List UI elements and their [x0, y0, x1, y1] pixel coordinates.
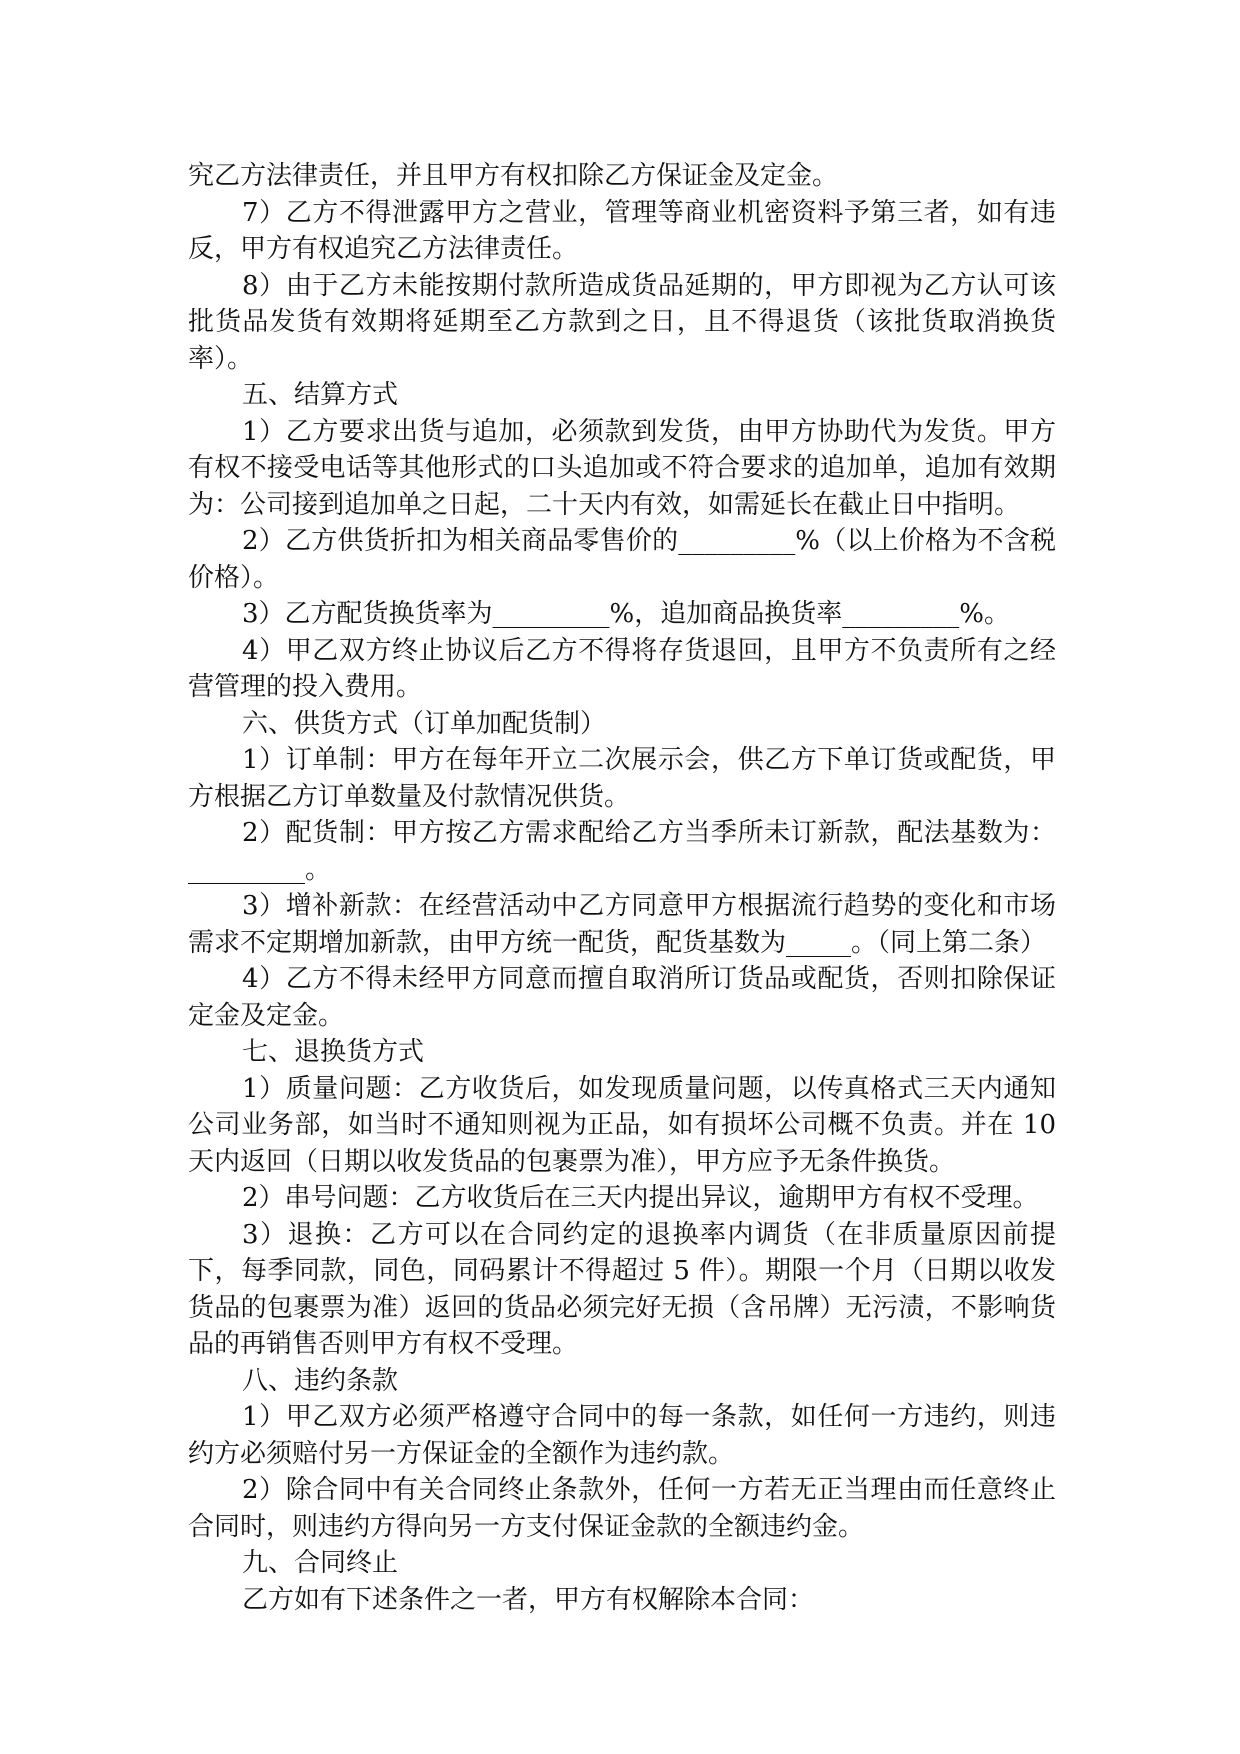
paragraph: 乙方如有下述条件之一者，甲方有权解除本合同： [242, 1584, 815, 1615]
document-page [188, 158, 1056, 1618]
paragraph: 8）由于乙方未能按期付款所造成货品延期的，甲方即视为乙方认可该批货品发货有效期将延期至乙方款到之日，且不得退货（该批货取消换货率）。 [188, 270, 1056, 374]
paragraph: 7）乙方不得泄露甲方之营业，管理等商业机密资料予第三者，如有违反，甲方有权追究乙方法律责任。 [188, 197, 1056, 264]
paragraph: 2）乙方供货折扣为相关商品零售价的_________%（以上价格为不含税价格）。 [188, 526, 1056, 593]
paragraph: 3）增补新款：在经营活动中乙方同意甲方根据流行趋势的变化和市场需求不定期增加新款，由甲方统一配货，配货基数为_____。（同上第二条） [188, 891, 1056, 958]
paragraph: 2）串号问题：乙方收货后在三天内提出异议，逾期甲方有权不受理。 [242, 1183, 1039, 1213]
section-heading: 五、结算方式 [242, 380, 399, 410]
paragraph: 1）甲乙双方必须严格遵守合同中的每一条款，如任何一方违约，则违约方必须赔付另一方保证金的全额作为违约款。 [188, 1402, 1056, 1469]
paragraph: 3）乙方配货换货率为_________%，追加商品换货率_________%。 [242, 599, 1010, 629]
paragraph: 究乙方法律责任，并且甲方有权扣除乙方保证金及定金。 [188, 161, 839, 191]
paragraph: 2）配货制：甲方按乙方需求配给乙方当季所未订新款，配法基数为：_________。 [188, 818, 1056, 885]
section-heading: 八、违约条款 [242, 1365, 399, 1396]
paragraph: 4）甲乙双方终止协议后乙方不得将存货退回，且甲方不负责所有之经营管理的投入费用。 [188, 635, 1056, 702]
paragraph: 1）质量问题：乙方收货后，如发现质量问题，以传真格式三天内通知公司业务部，如当时不通知则视为正品，如有损坏公司概不负责。并在 10 天内返回（日期以收发货品的包裹票为准），甲方应予无条件换货。 [188, 1073, 1056, 1177]
paragraph: 1）订单制：甲方在每年开立二次展示会，供乙方下单订货或配货，甲方根据乙方订单数量及付款情况供货。 [188, 745, 1056, 812]
section-heading: 六、供货方式（订单加配货制） [242, 708, 607, 739]
paragraph: 2）除合同中有关合同终止条款外，任何一方若无正当理由而任意终止合同时，则违约方得向另一方支付保证金款的全额违约金。 [188, 1475, 1056, 1542]
section-heading: 七、退换货方式 [242, 1037, 425, 1067]
paragraph: 3）退换：乙方可以在合同约定的退换率内调货（在非质量原因前提下，每季同款，同色，同码累计不得超过 5 件）。期限一个月（日期以收发货品的包裹票为准）返回的货品必须完好无损（含吊牌）无污渍，不影响货品的再销售否则甲方有权不受理。 [188, 1219, 1056, 1359]
paragraph: 4）乙方不得未经甲方同意而擅自取消所订货品或配货，否则扣除保证定金及定金。 [188, 964, 1056, 1031]
paragraph: 1）乙方要求出货与追加，必须款到发货，由甲方协助代为发货。甲方有权不接受电话等其他形式的口头追加或不符合要求的追加单，追加有效期为：公司接到追加单之日起，二十天内有效，如需延长在截止日中指明。 [188, 416, 1056, 520]
section-heading: 九、合同终止 [242, 1548, 399, 1578]
